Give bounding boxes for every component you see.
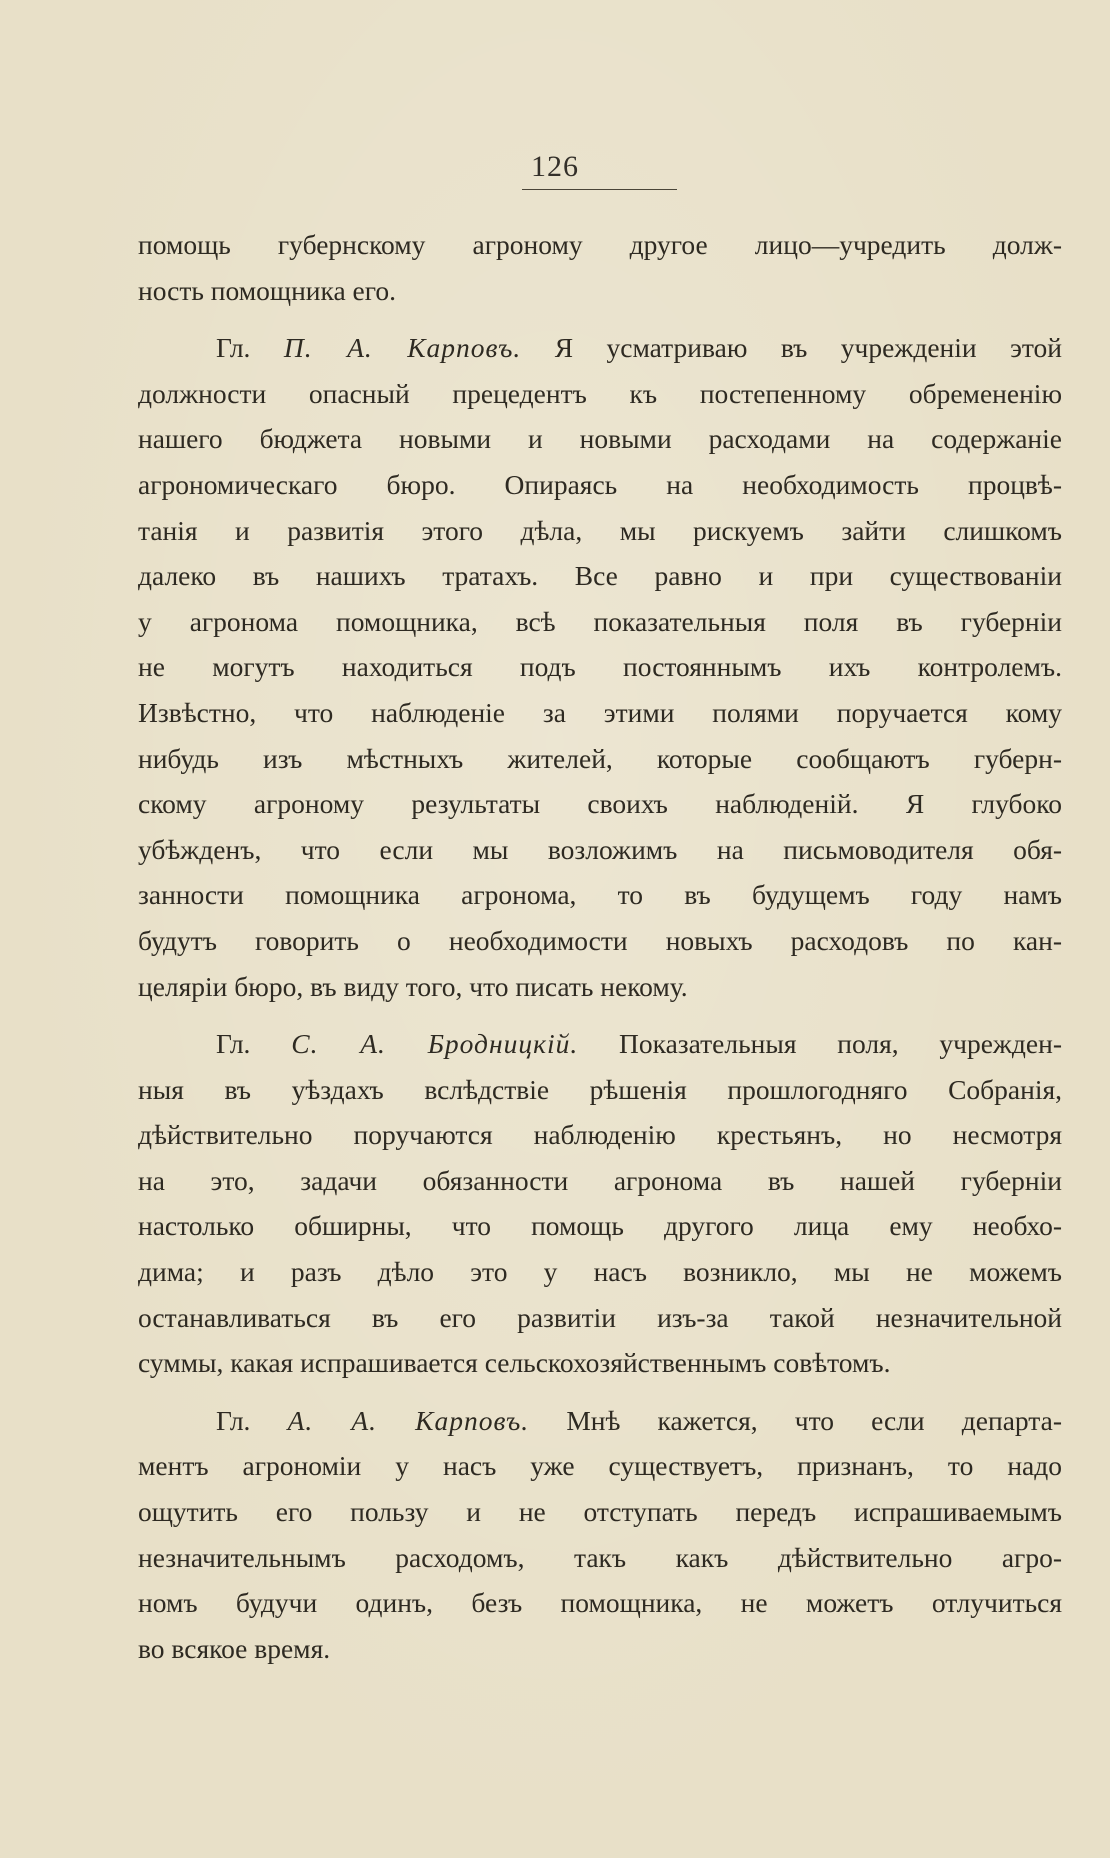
speaker-prefix: Гл. — [216, 1028, 251, 1060]
text-line: ментъ агрономіи у насъ уже существуетъ, признанъ, то надо — [138, 1450, 1062, 1482]
speaker-prefix: Гл. — [216, 1404, 251, 1436]
text-line: нашего бюджета новыми и новыми расходами на содержаніе — [138, 423, 1062, 455]
text-line: занности помощника агронома, то въ будущемъ году намъ — [138, 879, 1062, 911]
text-line: агрономическаго бюро. Опираясь на необходимость процвѣ- — [138, 468, 1062, 500]
text-line: танія и развитія этого дѣла, мы рискуемъ зайти слишкомъ — [138, 514, 1062, 546]
speaker-name: А. А. Карповъ. — [287, 1404, 530, 1436]
text-line: Я усматриваю въ учрежденіи этой — [554, 332, 1062, 364]
speech-opening-line — [138, 1021, 1062, 1067]
text-line: во всякое время. — [138, 1632, 331, 1664]
text-line: Извѣстно, что наблюденіе за этими полями поручается кому — [138, 696, 1062, 728]
text-line: будутъ говорить о необходимости новыхъ расходовъ по кан- — [138, 924, 1062, 956]
text-line: не могутъ находиться подъ постояннымъ ихъ контролемъ. — [138, 651, 1062, 683]
text-line: ныя въ уѣздахъ вслѣдствіе рѣшенія прошлогодняго Собранія, — [138, 1073, 1062, 1105]
text-line: ность помощника его. — [138, 274, 396, 306]
text-line: убѣжденъ, что если мы возложимъ на письмоводителя обя- — [138, 833, 1062, 865]
paragraph — [138, 222, 1062, 313]
speaker-prefix: Гл. — [216, 332, 251, 364]
body-text — [138, 222, 1062, 1671]
text-line: ощутить его пользу и не отступать передъ испрашиваемымъ — [138, 1496, 1062, 1528]
text-line: суммы, какая испрашивается сельскохозяйственнымъ совѣтомъ. — [138, 1347, 891, 1379]
text-line: скому агроному результаты своихъ наблюденій. Я глубоко — [138, 788, 1062, 820]
speaker-name: С. А. Бродницкій. — [291, 1028, 579, 1060]
text-line: настолько обширны, что помощь другого лица ему необхо- — [138, 1210, 1062, 1242]
text-line: у агронома помощника, всѣ показательныя поля въ губерніи — [138, 605, 1062, 637]
page-number: 126 — [531, 150, 579, 183]
text-line: дима; и разъ дѣло это у насъ возникло, мы не можемъ — [138, 1256, 1062, 1288]
text-line: останавливаться въ его развитіи изъ-за такой незначительной — [138, 1301, 1062, 1333]
paragraph — [138, 1398, 1062, 1672]
paragraph — [138, 325, 1062, 1009]
speech-opening-line — [138, 1398, 1062, 1444]
page-number-rule — [522, 189, 677, 190]
paragraph — [138, 1021, 1062, 1386]
text-line: дѣйствительно поручаются наблюденію крестьянъ, но несмотря — [138, 1119, 1062, 1151]
speaker-name: П. А. Карповъ. — [283, 332, 522, 364]
speech-opening-line — [138, 325, 1062, 371]
text-line: нибудь изъ мѣстныхъ жителей, которые сообщаютъ губерн- — [138, 742, 1062, 774]
text-line: на это, задачи обязанности агронома въ нашей губерніи — [138, 1164, 1062, 1196]
text-line: Показательныя поля, учрежден- — [619, 1028, 1062, 1060]
text-line: далеко въ нашихъ тратахъ. Все равно и при существованіи — [138, 560, 1062, 592]
text-line: помощь губернскому агроному другое лицо—учредить долж- — [138, 229, 1062, 260]
text-line: Мнѣ кажется, что если департа- — [566, 1404, 1062, 1436]
text-line: целяріи бюро, въ виду того, что писать некому. — [138, 970, 688, 1002]
text-line: должности опасный прецедентъ къ постепенному обремененію — [138, 377, 1062, 409]
text-line: незначительнымъ расходомъ, такъ какъ дѣйствительно агро- — [138, 1541, 1062, 1573]
text-line: номъ будучи одинъ, безъ помощника, не можетъ отлучиться — [138, 1587, 1062, 1619]
